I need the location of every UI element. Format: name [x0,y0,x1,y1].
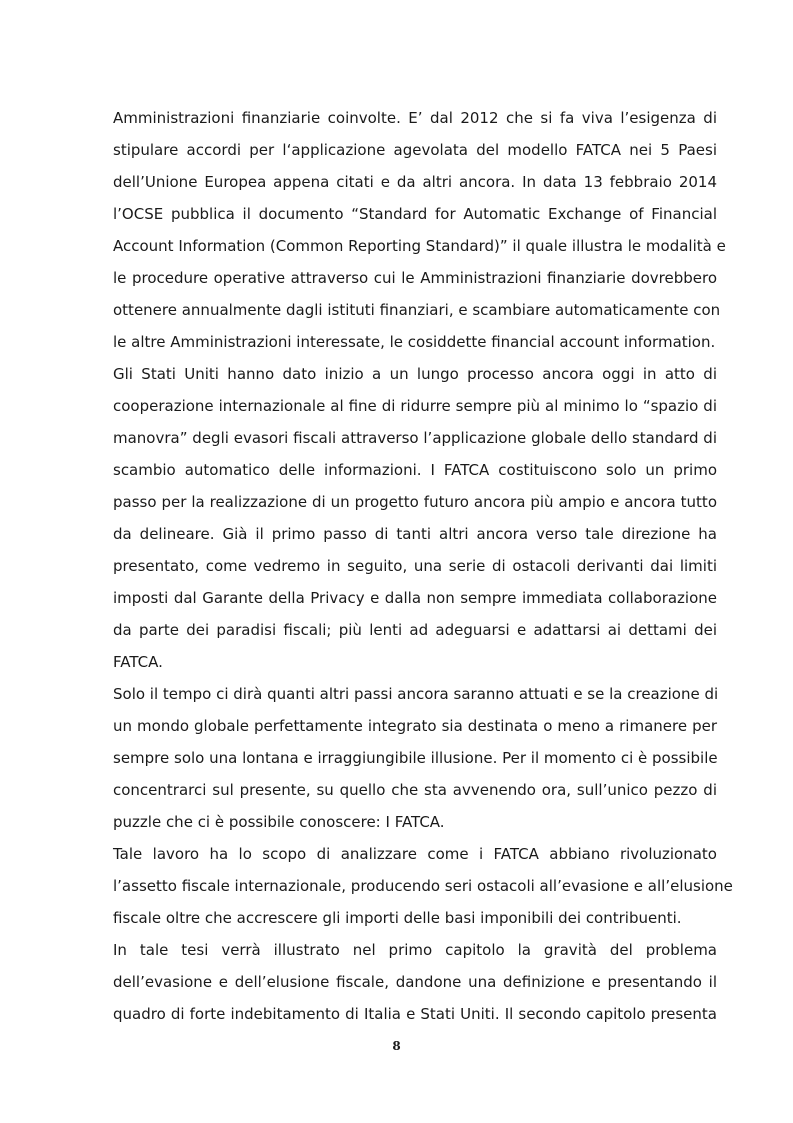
page-number: 8 [392,1039,401,1053]
text-line: scambio automatico delle informazioni. I FATCA costituiscono solo un primo [113,461,717,479]
text-line: FATCA. [113,653,163,671]
text-line: passo per la realizzazione di un progetto futuro ancora più ampio e ancora tutto [113,493,717,511]
text-line: concentrarci sul presente, su quello che sta avvenendo ora, sull’unico pezzo di [113,781,717,799]
text-line: In tale tesi verrà illustrato nel primo capitolo la gravità del problema [113,941,717,959]
text-line: dell’evasione e dell’elusione fiscale, dandone una definizione e presentando il [113,973,717,991]
text-line: imposti dal Garante della Privacy e dalla non sempre immediata collaborazione [113,589,717,607]
text-line: cooperazione internazionale al fine di ridurre sempre più al minimo lo “spazio di [113,397,717,415]
text-line: Amministrazioni finanziarie coinvolte. E’ dal 2012 che si fa viva l’esigenza di [113,109,717,127]
text-line: puzzle che ci è possibile conoscere: I FATCA. [113,813,445,831]
text-line: un mondo globale perfettamente integrato sia destinata o meno a rimanere per [113,717,717,735]
text-line: ottenere annualmente dagli istituti finanziari, e scambiare automaticamente con [113,301,721,319]
text-line: stipulare accordi per l‘applicazione agevolata del modello FATCA nei 5 Paesi [113,141,717,159]
text-line: l’OCSE pubblica il documento “Standard for Automatic Exchange of Financial [113,205,717,223]
text-line: fiscale oltre che accrescere gli importi delle basi imponibili dei contribuenti. [113,909,682,927]
text-line: dell’Unione Europea appena citati e da altri ancora. In data 13 febbraio 2014 [113,173,717,191]
text-line: da parte dei paradisi fiscali; più lenti ad adeguarsi e adattarsi ai dettami dei [113,621,717,639]
text-line: presentato, come vedremo in seguito, una serie di ostacoli derivanti dai limiti [113,557,717,575]
text-line: Gli Stati Uniti hanno dato inizio a un lungo processo ancora oggi in atto di [113,365,717,383]
text-line: quadro di forte indebitamento di Italia e Stati Uniti. Il secondo capitolo presenta [113,1005,717,1023]
text-line: Tale lavoro ha lo scopo di analizzare come i FATCA abbiano rivoluzionato [113,845,717,863]
text-line: manovra” degli evasori fiscali attraverso l’applicazione globale dello standard di [113,429,717,447]
text-line: le altre Amministrazioni interessate, le cosiddette financial account information. [113,333,716,351]
text-line: l’assetto fiscale internazionale, producendo seri ostacoli all’evasione e all’elusione [113,877,733,895]
text-line: da delineare. Già il primo passo di tanti altri ancora verso tale direzione ha [113,525,717,543]
text-line: Solo il tempo ci dirà quanti altri passi ancora saranno attuati e se la creazione di [113,685,719,703]
text-line: le procedure operative attraverso cui le Amministrazioni finanziarie dovrebbero [113,269,717,287]
text-line: sempre solo una lontana e irraggiungibile illusione. Per il momento ci è possibile [113,749,718,767]
text-line: Account Information (Common Reporting Standard)” il quale illustra le modalità e [113,237,726,255]
